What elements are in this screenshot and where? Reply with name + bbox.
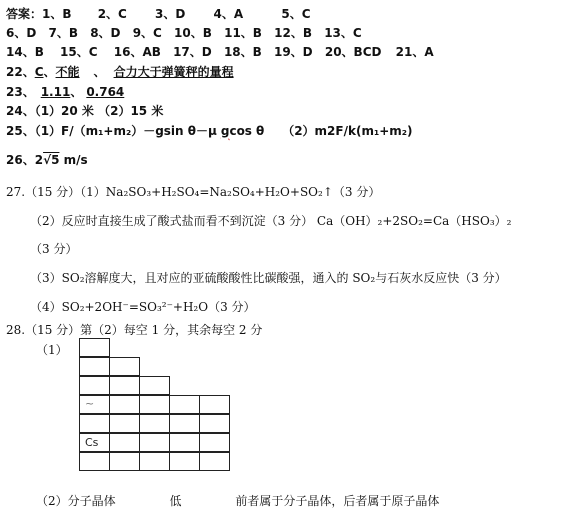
grid-cell [199, 433, 230, 452]
q27-line-2: （2）反应时直接生成了酸式盐而看不到沉淀（3 分） Ca（OH）₂+2SO₂=Ca（HSO₃）₂ [30, 214, 512, 228]
q28-line-1: 28.（15 分）第（2）每空 1 分，其余每空 2 分 [6, 323, 263, 337]
grid-cell [79, 395, 110, 414]
q28-part-1-label: （1） [36, 343, 68, 357]
grid-cell [79, 376, 110, 395]
q27-line-3: （3 分） [30, 242, 78, 256]
grid-cell [169, 452, 200, 471]
grid-cell [139, 433, 170, 452]
grid-cell [199, 452, 230, 471]
grid-cell [139, 414, 170, 433]
answer-22: 22、C、不能 、 合力大于弹簧秤的量程 [6, 65, 234, 79]
grid-cell [109, 395, 140, 414]
grid-cell [199, 414, 230, 433]
grid-cell [139, 452, 170, 471]
grid-cs-label: Cs [85, 436, 99, 449]
grid-cell [169, 395, 200, 414]
answer-row-3: 14、B 15、C 16、AB 17、D 18、B 19、D 20、BCD 21、A [6, 45, 434, 59]
q27-line-5: （4）SO₂+2OH⁻=SO₃²⁻+H₂O（3 分） [30, 300, 256, 314]
answer-24: 24、（1）20 米 （2）15 米 [6, 104, 164, 118]
grid-mark: ~ [85, 397, 95, 410]
grid-cell [109, 414, 140, 433]
grid-cell [79, 357, 110, 376]
q27-line-4: （3）SO₂溶解度大，且对应的亚硫酸酸性比碳酸强，通入的 SO₂与石灰水反应快（3 分） [30, 271, 507, 285]
answer-23: 23、 1.11、 0.764 [6, 85, 125, 99]
grid-cell [169, 414, 200, 433]
grid-cell [169, 433, 200, 452]
answer-26: 26、2√5 m/s [6, 153, 88, 167]
grid-cell [199, 395, 230, 414]
q28-part-2: （2）分子晶体 低 前者属于分子晶体，后者属于原子晶体 [36, 494, 440, 508]
grid-cell [109, 452, 140, 471]
answer-25: 25、（1）F/（m₁+m₂）－gsin θ－μ gcos θ （2）m2F/k(m₁+m₂) [6, 124, 413, 138]
q27-line-1: 27.（15 分）（1）Na₂SO₃+H₂SO₄=Na₂SO₄+H₂O+SO₂↑（3 分） [6, 185, 381, 199]
grid-cell [79, 452, 110, 471]
grid-cell [79, 414, 110, 433]
grid-cell [139, 376, 170, 395]
answer-row-1: 答案：1、B 2、C 3、D 4、A 5、C [6, 7, 311, 21]
grid-cell [109, 357, 140, 376]
grid-cell [109, 376, 140, 395]
grid-cell [79, 338, 110, 357]
grid-cell [109, 433, 140, 452]
answer-row-2: 6、D 7、B 8、D 9、C 10、B 11、B 12、B 13、C [6, 26, 362, 40]
grid-cell [139, 395, 170, 414]
sqrt-five: √5 [43, 153, 60, 167]
